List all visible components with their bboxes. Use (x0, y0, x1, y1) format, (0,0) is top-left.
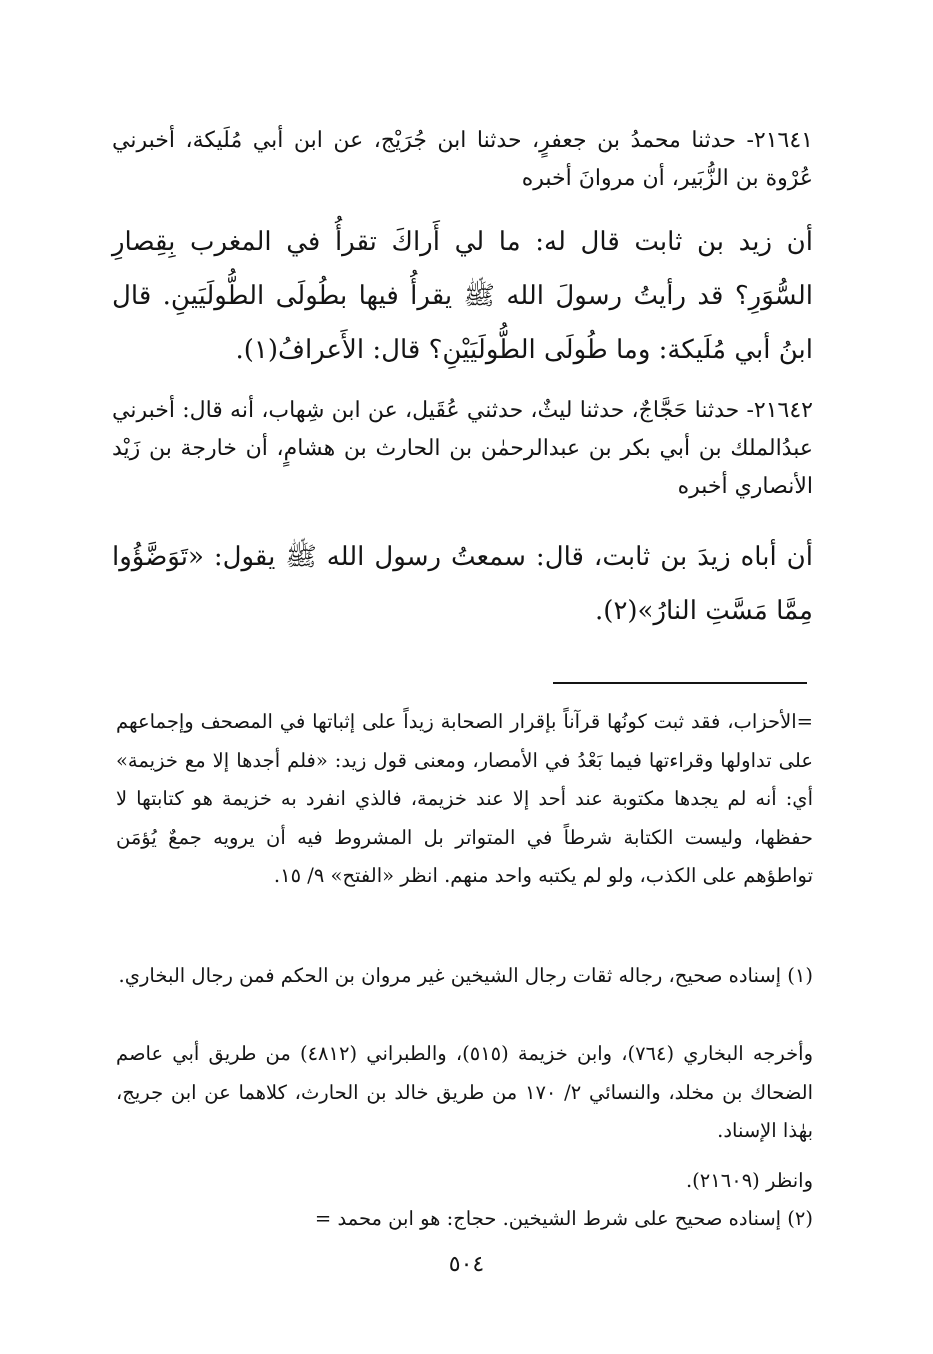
hadith-21641-isnad: ٢١٦٤١- حدثنا محمدُ بن جعفرٍ، حدثنا ابن جُرَيْج، عن ابن أبي مُلَيكة، أخبرني عُرْوة بن الزُّبَير، أن مروانَ أخبره (112, 128, 813, 191)
footnote-continuation: =الأحزاب، فقد ثبت كونُها قرآناً بإقرار الصحابة زيداً على إثباتها في المصحف وإجماعهم على تداولها وقراءتها فيما بَعْدُ في الأمصار، ومعنى قول زيد: «فلم أجدها إلا مع خزيمة» أي: أنه لم يجدها مكتوبة عند أحد إلا عند خزيمة، فالذي انفرد به خزيمة هو كتابتها لا حفظها، وليست الكتابة شرطاً في المتواتر بل المشروط فيه أن يرويه جمعٌ يُؤمَن تواطؤهم على الكذب، ولو لم يكتبه واحد منهم. انظر «الفتح» ٩/ ١٥. (116, 710, 813, 887)
page-number: ٥٠٤ (448, 1252, 485, 1277)
hadith-21642-isnad: ٢١٦٤٢- حدثنا حَجَّاجٌ، حدثنا ليثٌ، حدثني عُقَيل، عن ابن شِهاب، أنه قال: أخبرني عبدُالملك بن أبي بكر بن عبدالرحمٰن بن الحارث بن هشامٍ، أن خارجة بن زَيْد الأنصاري أخبره (112, 398, 813, 499)
footnote-divider (553, 682, 807, 684)
hadith-21641-matn: أن زيد بن ثابت قال له: ما لي أَراكَ تقرأُ في المغرب بِقِصارِ السُّوَرِ؟ قد رأيتُ رسولَ الله ﷺ يقرأُ فيها بطُولَى الطُّولَيَينِ. قال ابنُ أبي مُلَيكة: وما طُولَى الطُّولَيَيْنِ؟ قال: الأَعرافُ(١). (112, 227, 814, 365)
hadith-21642-matn: أن أباه زيدَ بن ثابت، قال: سمعتُ رسول الله ﷺ يقول: «تَوَضَّؤُوا مِمَّا مَسَّتِ النارُ»(٢). (112, 542, 813, 626)
footnote-1-sources: وأخرجه البخاري (٧٦٤)، وابن خزيمة (٥١٥)، والطبراني (٤٨١٢) من طريق أبي عاصم الضحاك بن مخلد، والنسائي ٢/ ١٧٠ من طريق خالد بن الحارث، كلاهما عن ابن جريج، بهٰذا الإسناد. (116, 1042, 813, 1142)
footnote-1-grading: (١) إسناده صحيح، رجاله ثقات رجال الشيخين غير مروان بن الحكم فمن رجال البخاري. (118, 964, 813, 987)
footnote-2: (٢) إسناده صحيح على شرط الشيخين. حجاج: هو ابن محمد = (314, 1207, 813, 1230)
footnote-1-see-also: وانظر (٢١٦٠٩). (685, 1169, 813, 1192)
